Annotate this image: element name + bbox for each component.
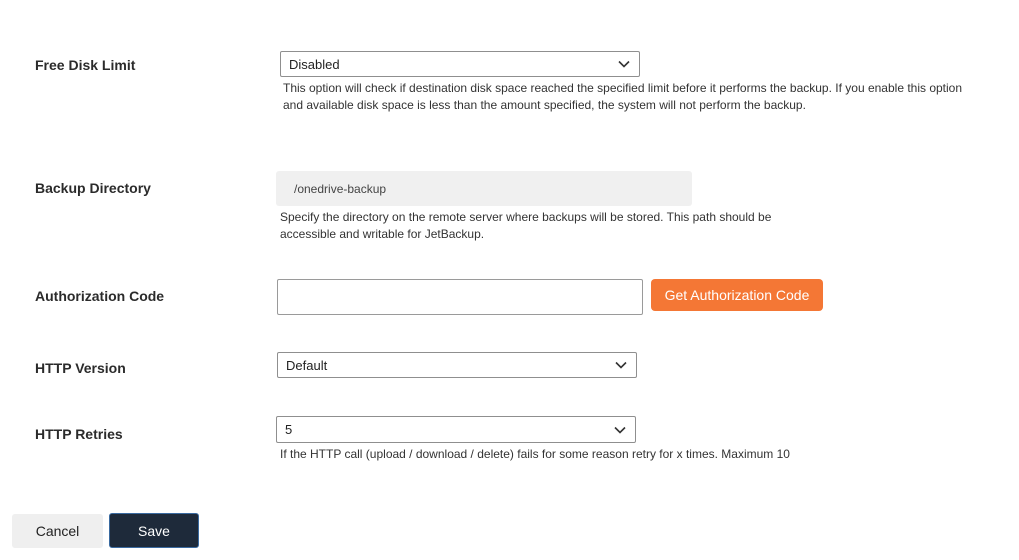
http-retries-value: 5 [285, 422, 293, 437]
http-retries-select[interactable] [276, 416, 636, 443]
chevron-down-icon [615, 361, 627, 369]
cancel-button[interactable]: Cancel [12, 514, 103, 548]
http-retries-label: HTTP Retries [35, 426, 123, 442]
free-disk-limit-value: Disabled [289, 56, 340, 72]
chevron-down-icon [614, 426, 626, 434]
backup-directory-help: Specify the directory on the remote server where backups will be stored. This path should be accessible and writable for JetBackup. [280, 210, 772, 241]
http-retries-help: If the HTTP call (upload / download / delete) fails for some reason retry for x times. Maximum 10 [280, 447, 790, 461]
http-version-label: HTTP Version [35, 360, 126, 376]
free-disk-limit-help: This option will check if destination disk space reached the specified limit before it performs the backup. If you enable this option and available disk space is less than the amount specified, the system will not perform the backup. [283, 81, 963, 112]
free-disk-limit-select[interactable] [280, 51, 640, 77]
http-version-value: Default [286, 357, 328, 373]
authorization-code-label: Authorization Code [35, 288, 165, 304]
save-button[interactable]: Save [109, 513, 199, 548]
http-version-select[interactable] [277, 352, 637, 378]
backup-directory-field [276, 171, 692, 206]
chevron-down-icon [618, 60, 630, 68]
get-authorization-code-button[interactable]: Get Authorization Code [651, 279, 823, 311]
backup-directory-value: /onedrive-backup [294, 181, 387, 196]
backup-directory-label: Backup Directory [35, 180, 151, 196]
authorization-code-input[interactable] [277, 279, 643, 315]
free-disk-limit-label: Free Disk Limit [35, 57, 136, 73]
